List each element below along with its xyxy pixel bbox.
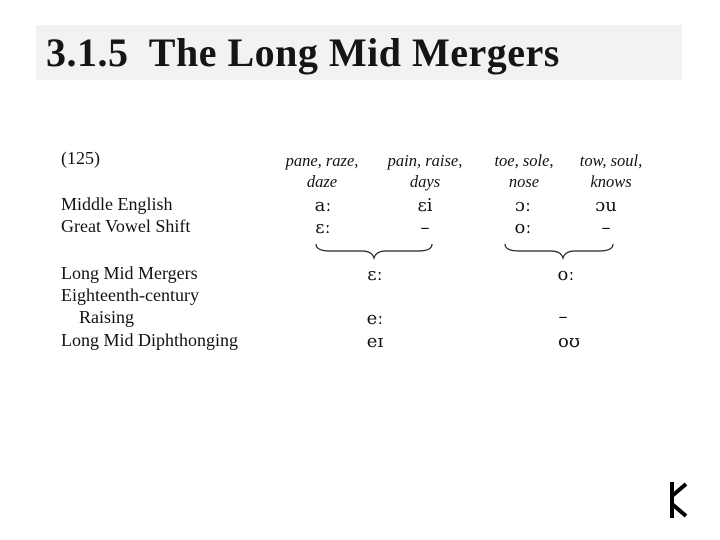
row-label-middle-english: Middle English xyxy=(61,194,173,214)
cell-gvs-2: – xyxy=(420,217,430,238)
section-heading: The Long Mid Mergers xyxy=(148,30,560,75)
cell-gvs-1: ɛː xyxy=(315,217,331,238)
column-header-1: pane, raze, daze xyxy=(285,151,359,191)
cell-lmm-front: ɛː xyxy=(367,264,383,285)
left-merger-brace xyxy=(316,244,432,258)
row-label-great-vowel-shift: Great Vowel Shift xyxy=(61,216,191,236)
right-merger-brace xyxy=(505,244,613,258)
cell-raising-back: – xyxy=(558,306,568,327)
row-label-eighteenth-century: Eighteenth-century xyxy=(61,285,199,305)
rune-glyph-icon xyxy=(664,480,694,520)
cell-me-3: ɔː xyxy=(514,195,532,216)
row-label-long-mid-diphthonging: Long Mid Diphthonging xyxy=(61,330,239,350)
row-label-raising: Raising xyxy=(79,307,135,327)
cell-diph-back: oʊ xyxy=(558,331,580,352)
cell-gvs-3: oː xyxy=(514,217,532,238)
column-header-4: tow, soul, knows xyxy=(579,151,643,191)
cell-lmm-back: oː xyxy=(557,264,575,285)
cell-me-1: aː xyxy=(314,195,332,216)
column-header-3: toe, sole, nose xyxy=(494,151,554,191)
cell-diph-front: eɪ xyxy=(366,331,384,352)
cell-raising-front: eː xyxy=(366,308,384,329)
section-number: 3.1.5 xyxy=(46,30,129,75)
cell-me-2: ɛi xyxy=(417,195,433,216)
cell-me-4: ɔu xyxy=(595,195,617,216)
column-header-2: pain, raise, days xyxy=(387,151,463,191)
example-number: (125) xyxy=(61,148,100,168)
cell-gvs-4: – xyxy=(601,217,611,238)
row-label-long-mid-mergers: Long Mid Mergers xyxy=(61,263,198,283)
